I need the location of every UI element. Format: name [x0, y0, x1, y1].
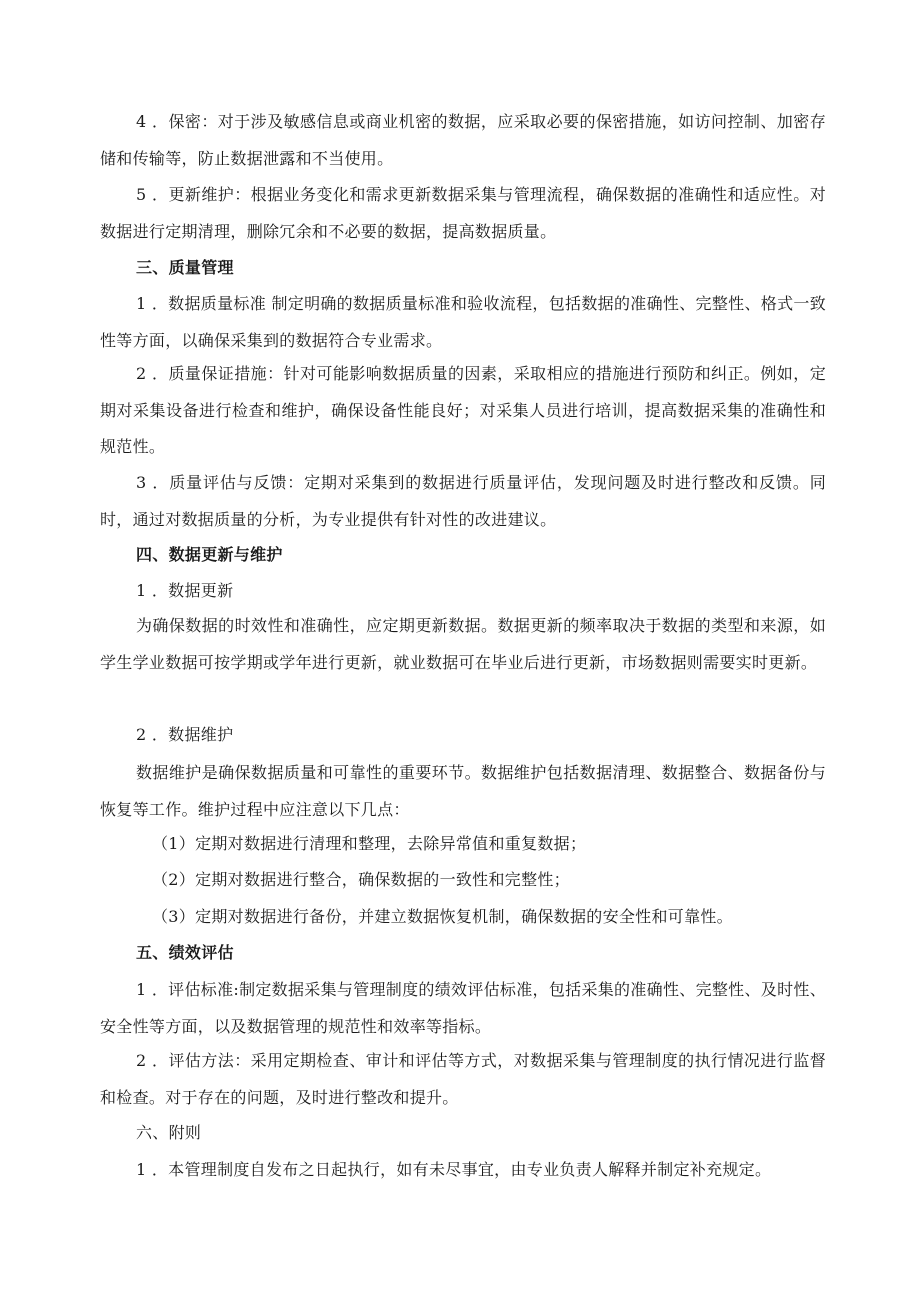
heading-performance-evaluation: 五、绩效评估	[136, 943, 234, 962]
paragraph-evaluation-standard: 1 ．评估标准:制定数据采集与管理制度的绩效评估标准，包括采集的准确性、完整性、及时性、安全性等方面，以及数据管理的规范性和效率等指标。	[100, 980, 826, 1036]
subheading-data-update: 1 ．数据更新	[136, 581, 234, 600]
paragraph-confidentiality: 4 ．保密：对于涉及敏感信息或商业机密的数据，应采取必要的保密措施，如访问控制、加密存储和传输等，防止数据泄露和不当使用。	[100, 112, 826, 168]
list-item-backup: （3）定期对数据进行备份，并建立数据恢复机制，确保数据的安全性和可靠性。	[152, 907, 733, 926]
paragraph-update-maintenance: 5 ．更新维护：根据业务变化和需求更新数据采集与管理流程，确保数据的准确性和适应性。对数据进行定期清理，删除冗余和不必要的数据，提高数据质量。	[100, 185, 826, 241]
paragraph-quality-evaluation: 3 ．质量评估与反馈：定期对采集到的数据进行质量评估，发现问题及时进行整改和反馈。同时，通过对数据质量的分析，为专业提供有针对性的改进建议。	[100, 473, 826, 529]
paragraph-effective-date: 1 ．本管理制度自发布之日起执行，如有未尽事宜，由专业负责人解释并制定补充规定。	[136, 1160, 772, 1179]
heading-quality-management: 三、质量管理	[136, 258, 234, 277]
list-item-cleanup: （1）定期对数据进行清理和整理，去除异常值和重复数据；	[152, 834, 587, 853]
list-item-integration: （2）定期对数据进行整合，确保数据的一致性和完整性；	[152, 870, 570, 889]
heading-data-update-maintenance: 四、数据更新与维护	[136, 545, 283, 564]
paragraph-quality-assurance: 2 ．质量保证措施：针对可能影响数据质量的因素，采取相应的措施进行预防和纠正。例如，定期对采集设备进行检查和维护，确保设备性能良好；对采集人员进行培训，提高数据采集的准确性和规范性。	[100, 364, 826, 456]
paragraph-data-maintenance: 数据维护是确保数据质量和可靠性的重要环节。数据维护包括数据清理、数据整合、数据备份与恢复等工作。维护过程中应注意以下几点：	[100, 763, 826, 819]
subheading-data-maintenance: 2 ．数据维护	[136, 725, 234, 744]
paragraph-quality-standard: 1 ．数据质量标准 制定明确的数据质量标准和验收流程，包括数据的准确性、完整性、格式一致性等方面，以确保采集到的数据符合专业需求。	[100, 294, 826, 350]
heading-supplementary-provisions: 六、附则	[136, 1123, 202, 1142]
paragraph-evaluation-method: 2 ．评估方法：采用定期检查、审计和评估等方式，对数据采集与管理制度的执行情况进行监督和检查。对于存在的问题，及时进行整改和提升。	[100, 1051, 826, 1107]
paragraph-data-update: 为确保数据的时效性和准确性，应定期更新数据。数据更新的频率取决于数据的类型和来源，如学生学业数据可按学期或学年进行更新，就业数据可在毕业后进行更新，市场数据则需要实时更新。	[100, 616, 826, 672]
